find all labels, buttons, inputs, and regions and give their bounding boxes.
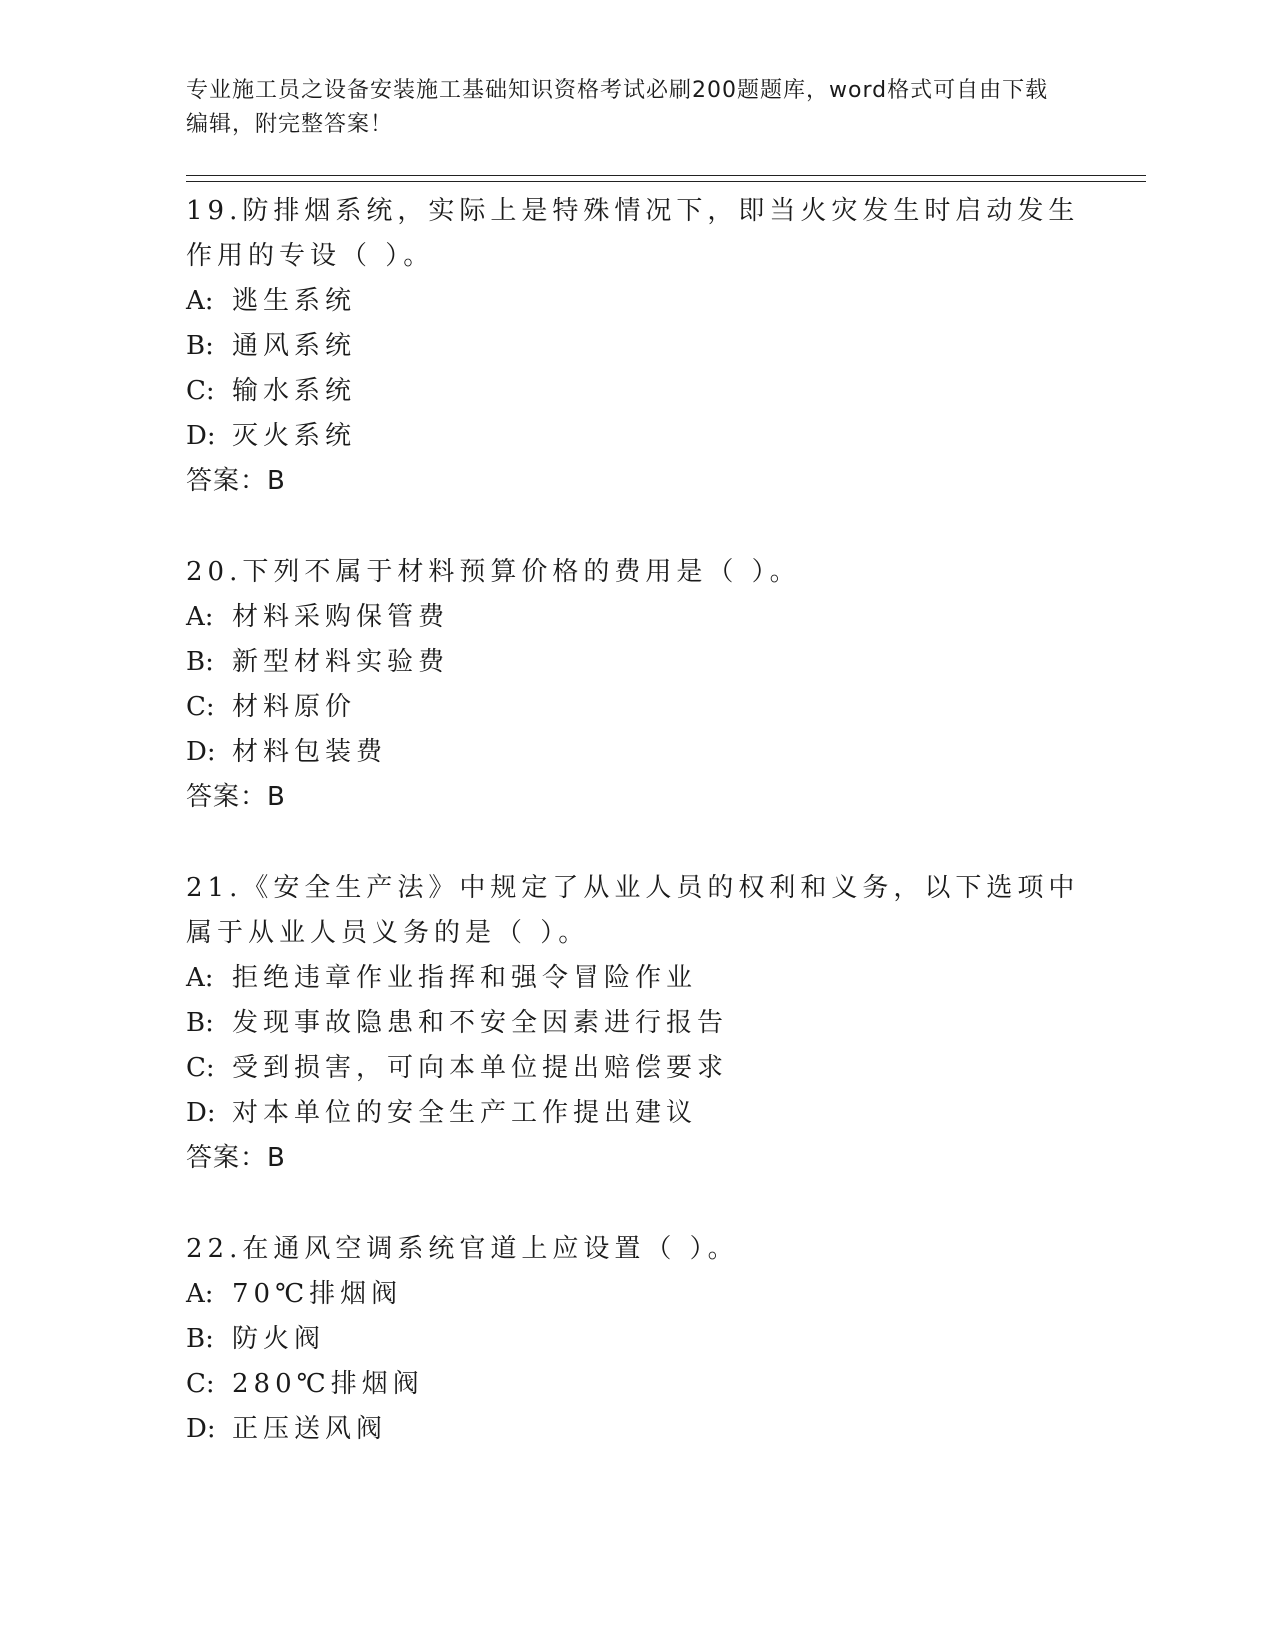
option-letter: C: [186, 1369, 215, 1399]
option-d [186, 414, 1106, 459]
option-letter: D: [186, 1098, 216, 1128]
option-c [186, 685, 1106, 730]
option-letter: C: [186, 1053, 215, 1083]
question-stem: 21.《安全生产法》中规定了从业人员的权利和义务，以下选项中属于从业人员义务的是（ ）。 [186, 873, 1080, 948]
option-letter: B: [186, 1008, 214, 1038]
header-divider-thin [186, 181, 1146, 182]
option-letter: B: [186, 331, 214, 361]
option-c [186, 369, 1106, 414]
header-divider-thick [186, 175, 1146, 176]
option-letter: A: [186, 602, 214, 632]
option-text: 输水系统 [232, 376, 357, 406]
option-text: 发现事故隐患和不安全因素进行报告 [232, 1008, 729, 1038]
option-a [186, 279, 1106, 324]
option-text: 材料原价 [232, 692, 357, 722]
option-c [186, 1046, 1106, 1091]
option-text: 280℃排烟阀 [232, 1369, 424, 1399]
option-letter: B: [186, 647, 214, 677]
option-letter: A: [186, 1279, 214, 1309]
option-text: 正压送风阀 [232, 1414, 388, 1444]
option-letter: C: [186, 692, 215, 722]
option-text: 防火阀 [232, 1324, 326, 1354]
question-19 [186, 189, 1106, 504]
option-d [186, 1091, 1106, 1136]
answer-line: 答案：B [186, 782, 286, 812]
option-text: 逃生系统 [232, 286, 357, 316]
answer-line: 答案：B [186, 1143, 286, 1173]
question-21 [186, 866, 1106, 1181]
question-stem: 20.下列不属于材料预算价格的费用是（ ）。 [186, 557, 801, 587]
option-b [186, 1001, 1106, 1046]
question-stem: 22.在通风空调系统官道上应设置（ ）。 [186, 1234, 739, 1264]
option-d [186, 1407, 1106, 1452]
option-text: 对本单位的安全生产工作提出建议 [232, 1098, 698, 1128]
option-b [186, 640, 1106, 685]
option-a [186, 1272, 1106, 1317]
option-b [186, 1317, 1106, 1362]
question-stem: 19.防排烟系统，实际上是特殊情况下，即当火灾发生时启动发生作用的专设（ ）。 [186, 196, 1080, 271]
option-text: 新型材料实验费 [232, 647, 450, 677]
option-text: 受到损害，可向本单位提出赔偿要求 [232, 1053, 729, 1083]
option-d [186, 730, 1106, 775]
option-text: 灭火系统 [232, 421, 357, 451]
option-letter: A: [186, 286, 214, 316]
option-letter: D: [186, 421, 216, 451]
option-text: 材料采购保管费 [232, 602, 450, 632]
option-b [186, 324, 1106, 369]
option-letter: A: [186, 963, 214, 993]
option-a [186, 956, 1106, 1001]
option-letter: C: [186, 376, 215, 406]
option-letter: D: [186, 737, 216, 767]
option-letter: D: [186, 1414, 216, 1444]
option-text: 70℃排烟阀 [232, 1279, 403, 1309]
document-header: 专业施工员之设备安装施工基础知识资格考试必刷200题题库，word格式可自由下载编辑，附完整答案！ [186, 78, 1049, 137]
option-text: 材料包装费 [232, 737, 388, 767]
option-a [186, 595, 1106, 640]
option-text: 拒绝违章作业指挥和强令冒险作业 [232, 963, 698, 993]
question-20 [186, 550, 1106, 820]
question-22 [186, 1227, 1106, 1452]
answer-line: 答案：B [186, 466, 286, 496]
option-text: 通风系统 [232, 331, 357, 361]
question-list [186, 189, 1106, 1498]
option-letter: B: [186, 1324, 214, 1354]
option-c [186, 1362, 1106, 1407]
